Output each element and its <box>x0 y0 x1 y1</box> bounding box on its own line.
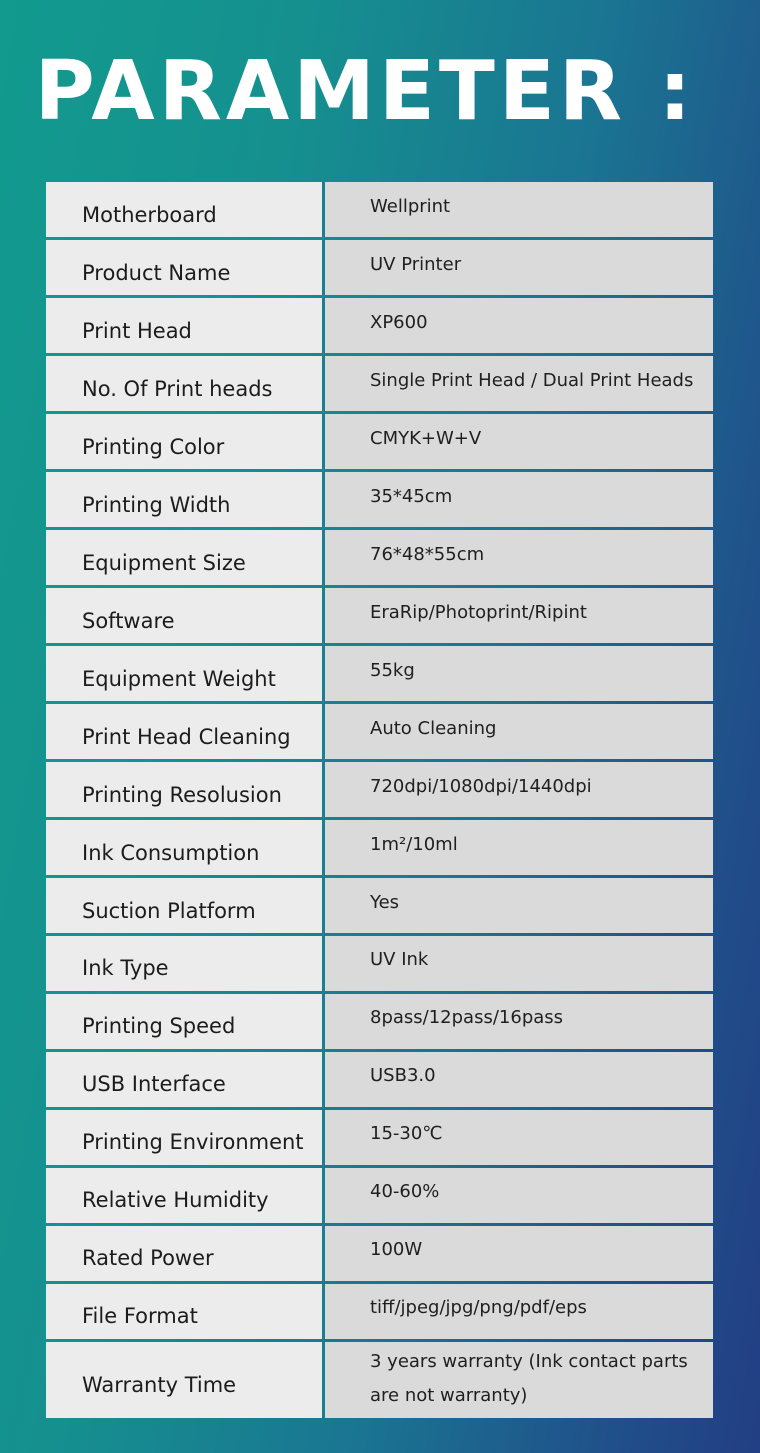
table-row <box>46 762 713 817</box>
parameter-value: 3 years warranty (Ink contact parts are not warranty) <box>325 1342 713 1418</box>
parameter-value: 1m²/10ml <box>325 820 713 875</box>
table-row <box>46 1052 713 1107</box>
parameter-value: XP600 <box>325 298 713 353</box>
parameter-label: Printing Resolusion <box>46 762 322 817</box>
parameter-value: tiff/jpeg/jpg/png/pdf/eps <box>325 1284 713 1339</box>
parameter-value: EraRip/Photoprint/Ripint <box>325 588 713 643</box>
parameter-label: Product Name <box>46 240 322 295</box>
parameter-value: Yes <box>325 878 713 933</box>
table-row <box>46 878 713 933</box>
table-row <box>46 994 713 1049</box>
parameter-label: No. Of Print heads <box>46 356 322 411</box>
table-row <box>46 1342 713 1418</box>
table-row <box>46 240 713 295</box>
parameter-value: 100W <box>325 1226 713 1281</box>
parameter-label: Print Head <box>46 298 322 353</box>
parameter-label: File Format <box>46 1284 322 1339</box>
parameter-label: Printing Width <box>46 472 322 527</box>
table-row <box>46 530 713 585</box>
parameter-value: Single Print Head / Dual Print Heads <box>325 356 713 411</box>
parameter-label: Suction Platform <box>46 878 322 933</box>
parameter-label: USB Interface <box>46 1052 322 1107</box>
parameter-label: Printing Environment <box>46 1110 322 1165</box>
parameter-value: 76*48*55cm <box>325 530 713 585</box>
page-title: PARAMETER : <box>34 44 696 139</box>
table-row <box>46 588 713 643</box>
parameter-label: Ink Type <box>46 936 322 991</box>
parameter-label: Warranty Time <box>46 1342 322 1418</box>
parameter-label: Printing Color <box>46 414 322 469</box>
parameter-value: 40-60% <box>325 1168 713 1223</box>
parameter-value: USB3.0 <box>325 1052 713 1107</box>
parameter-label: Rated Power <box>46 1226 322 1281</box>
table-row <box>46 936 713 991</box>
parameter-label: Ink Consumption <box>46 820 322 875</box>
parameter-value: CMYK+W+V <box>325 414 713 469</box>
table-row <box>46 704 713 759</box>
parameter-label: Software <box>46 588 322 643</box>
table-row <box>46 1226 713 1281</box>
parameter-label: Relative Humidity <box>46 1168 322 1223</box>
parameter-value: 8pass/12pass/16pass <box>325 994 713 1049</box>
parameter-value: 15-30℃ <box>325 1110 713 1165</box>
parameter-value: 720dpi/1080dpi/1440dpi <box>325 762 713 817</box>
parameter-label: Motherboard <box>46 182 322 237</box>
parameter-table <box>46 182 713 1418</box>
table-row <box>46 820 713 875</box>
parameter-value: Wellprint <box>325 182 713 237</box>
parameter-value: Auto Cleaning <box>325 704 713 759</box>
table-row <box>46 414 713 469</box>
table-row <box>46 298 713 353</box>
table-row <box>46 646 713 701</box>
parameter-value: UV Printer <box>325 240 713 295</box>
table-row <box>46 1110 713 1165</box>
table-row <box>46 182 713 237</box>
parameter-label: Printing Speed <box>46 994 322 1049</box>
parameter-label: Print Head Cleaning <box>46 704 322 759</box>
table-row <box>46 356 713 411</box>
parameter-label: Equipment Weight <box>46 646 322 701</box>
parameter-label: Equipment Size <box>46 530 322 585</box>
table-row <box>46 472 713 527</box>
table-row <box>46 1168 713 1223</box>
table-row <box>46 1284 713 1339</box>
parameter-value: 55kg <box>325 646 713 701</box>
parameter-value: UV Ink <box>325 936 713 991</box>
parameter-value: 35*45cm <box>325 472 713 527</box>
